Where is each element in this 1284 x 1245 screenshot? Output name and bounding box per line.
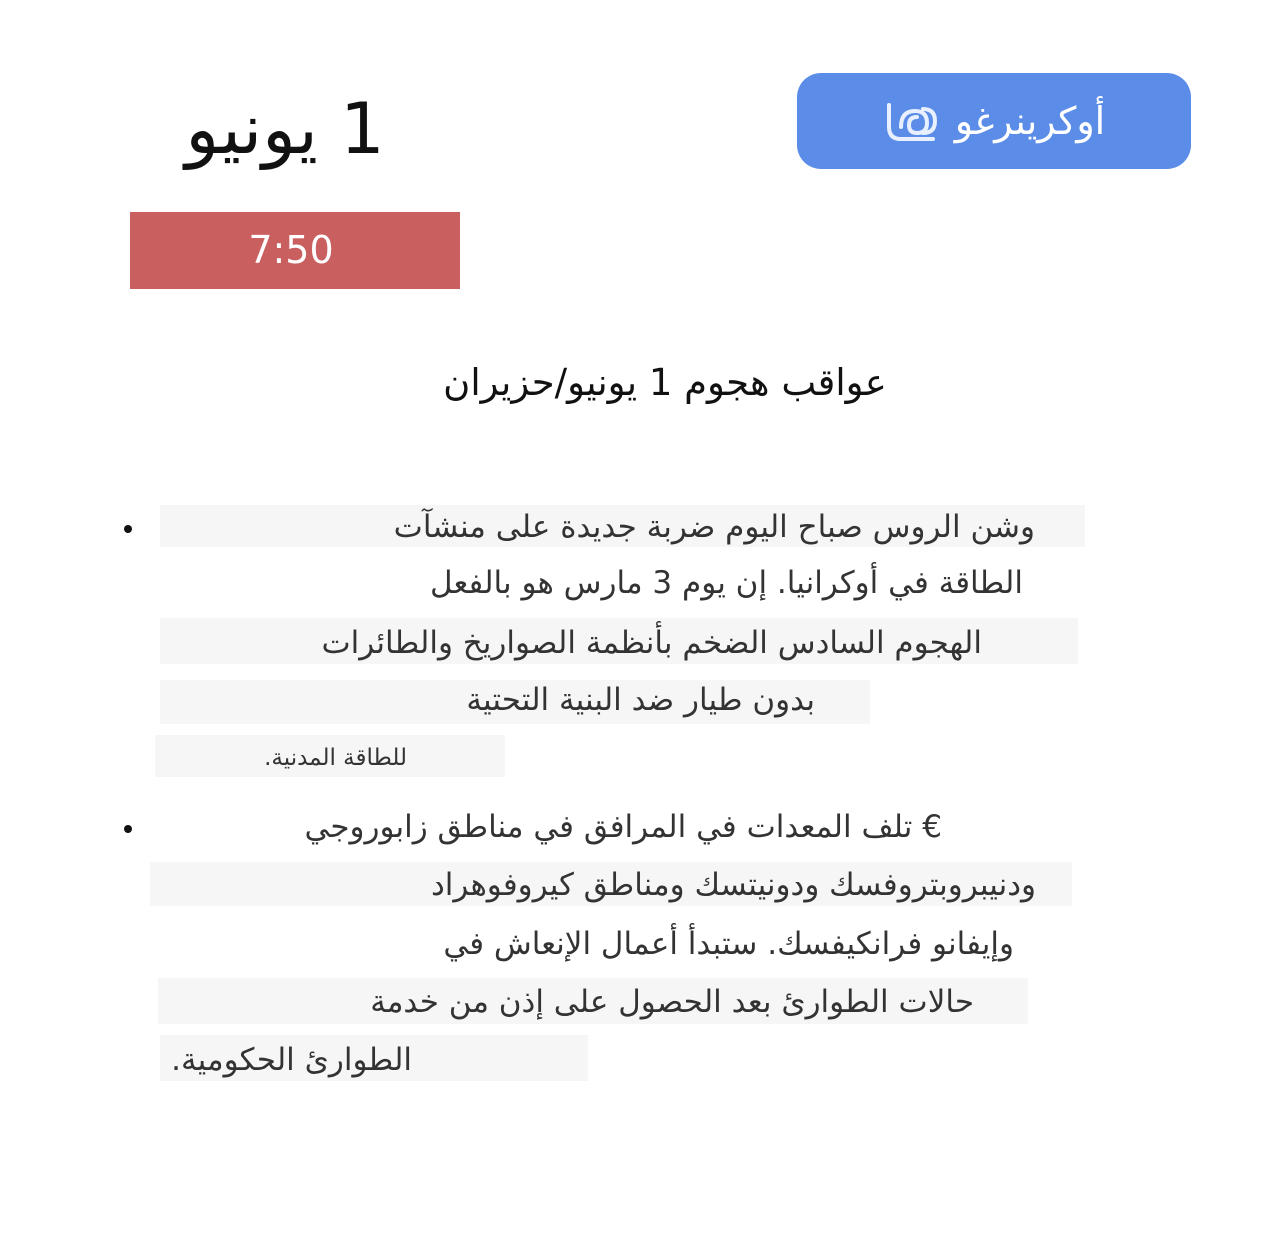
page-title: عواقب هجوم 1 يونيو/حزيران [443, 361, 887, 404]
bullet-line: بدون طيار ضد البنية التحتية [466, 682, 815, 718]
bullet-line: € تلف المعدات في المرافق في مناطق زابوروجي [304, 809, 942, 845]
bullet-line: للطاقة المدنية. [264, 745, 407, 771]
bullet-line: الهجوم السادس الضخم بأنظمة الصواريخ والطائرات [321, 625, 982, 661]
bullet-line: الطوارئ الحكومية. [171, 1042, 412, 1078]
bullet-line: ودنيبروبتروفسك ودونيتسك ومناطق كيروفوهراد [430, 867, 1036, 903]
date-label: 1 يونيو [185, 88, 385, 170]
bullet-line: وإيفانو فرانكيفسك. ستبدأ أعمال الإنعاش في [443, 926, 1014, 962]
brand-badge[interactable] [797, 73, 1191, 169]
bullet-icon [124, 525, 132, 533]
bullet-line: وشن الروس صباح اليوم ضربة جديدة على منشآت [393, 509, 1035, 545]
ukrenergo-logo-icon [883, 97, 945, 145]
bullet-line: الطاقة في أوكرانيا. إن يوم 3 مارس هو بالفعل [429, 565, 1023, 601]
brand-name: أوكرينرغو [954, 99, 1106, 143]
time-badge: 7:50 [130, 212, 460, 289]
bullet-icon [124, 825, 132, 833]
bullet-line: حالات الطوارئ بعد الحصول على إذن من خدمة [370, 984, 974, 1020]
